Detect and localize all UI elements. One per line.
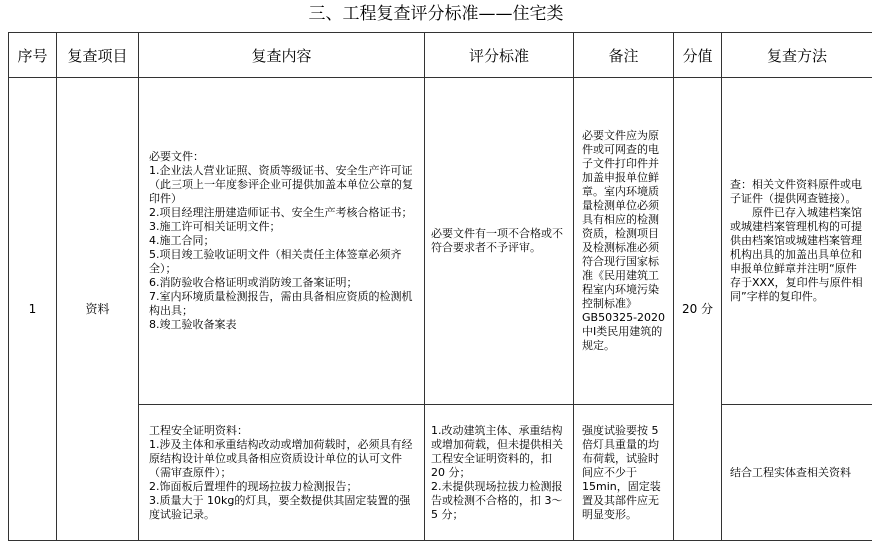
- content-line: 1.涉及主体和承重结构改动或增加荷载时，必须具有经原结构设计单位或具备相应资质设计单位的认可文件（需审查原件）；: [149, 437, 413, 479]
- content-line: 3.质量大于 10kg的灯具，要全数提供其固定装置的强度试验记录。: [149, 493, 411, 521]
- header-score: 分值: [674, 33, 722, 78]
- method-cell-safety-docs: [722, 405, 872, 541]
- row-score: 20 分: [674, 78, 722, 541]
- note-cell-required-docs: [574, 78, 674, 405]
- content-cell-safety-docs: [139, 405, 425, 541]
- table-row: [9, 405, 872, 541]
- page-title: 三、工程复查评分标准——住宅类: [308, 4, 564, 24]
- note-text: 强度试验要按 5 倍灯具重量的均布荷载，试验时间应不少于15min，固定装置及其部件应无明显变形。: [582, 423, 661, 521]
- header-no: 序号: [9, 33, 57, 78]
- method-text: 结合工程实体查相关资料: [730, 465, 851, 479]
- content-line: 7.室内环境质量检测报告，需由具备相应资质的检测机构出具；: [149, 290, 413, 317]
- header-row: [9, 33, 872, 78]
- standard-line: 1.改动建筑主体、承重结构或增加荷载，但未提供相关工程安全证明资料的，扣 20 分；: [431, 423, 563, 479]
- standard-cell-safety-docs: [425, 405, 574, 541]
- method-line: 查：相关文件资料原件或电子证件（提供网查链接）。: [730, 178, 862, 205]
- content-line: 5.项目竣工验收证明文件（相关责任主体签章必须齐全）；: [149, 248, 402, 275]
- content-line: 工程安全证明资料：: [149, 423, 248, 437]
- header-item: 复查项目: [57, 33, 139, 78]
- content-line: 4.施工合同；: [149, 234, 215, 247]
- row-number: 1: [9, 78, 57, 541]
- content-line: 6.消防验收合格证明或消防竣工备案证明；: [149, 276, 358, 289]
- standard-text: 必要文件有一项不合格或不符合要求者不予评审。: [431, 227, 563, 254]
- content-cell-required-docs: [139, 78, 425, 405]
- content-line: 8.竣工验收备案表: [149, 318, 237, 331]
- content-line: 1.企业法人营业证照、资质等级证书、安全生产许可证（此三项上一年度参评企业可提供加盖本单位公章的复印件）: [149, 164, 413, 205]
- review-table: [8, 32, 872, 541]
- content-line: 2.项目经理注册建造师证书、安全生产考核合格证书；: [149, 206, 413, 219]
- note-cell-safety-docs: [574, 405, 674, 541]
- content-line: 3.施工许可相关证明文件；: [149, 220, 281, 233]
- content-line: 必要文件：: [149, 150, 204, 163]
- standard-line: 2.未提供现场拉拔力检测报告或检测不合格的，扣 3～5 分；: [431, 479, 563, 521]
- method-line: 原件已存入城建档案馆或城建档案管理机构的可提供由档案馆或城建档案管理机构出具的加盖出具单位和申报单位鲜章并注明“原件存于XXX，复印件与原件相同”字样的复印件。: [730, 206, 863, 303]
- table-row: [9, 78, 872, 405]
- header-method: 复查方法: [722, 33, 872, 78]
- note-text: 必要文件应为原件或可网查的电子文件打印件并加盖申报单位鲜章。室内环境质量检测单位必须具有相应的检测资质，检测项目及检测标准必须符合现行国家标准《民用建筑工程室内环境污染控制标准》GB50325-2020中Ⅰ类民用建筑的规定。: [582, 129, 666, 352]
- header-note: 备注: [574, 33, 674, 78]
- method-cell-required-docs: [722, 78, 872, 405]
- row-item: 资料: [57, 78, 139, 541]
- header-standard: 评分标准: [425, 33, 574, 78]
- content-line: 2.饰面板后置埋件的现场拉拔力检测报告；: [149, 479, 358, 493]
- header-content: 复查内容: [139, 33, 425, 78]
- standard-cell-required-docs: [425, 78, 574, 405]
